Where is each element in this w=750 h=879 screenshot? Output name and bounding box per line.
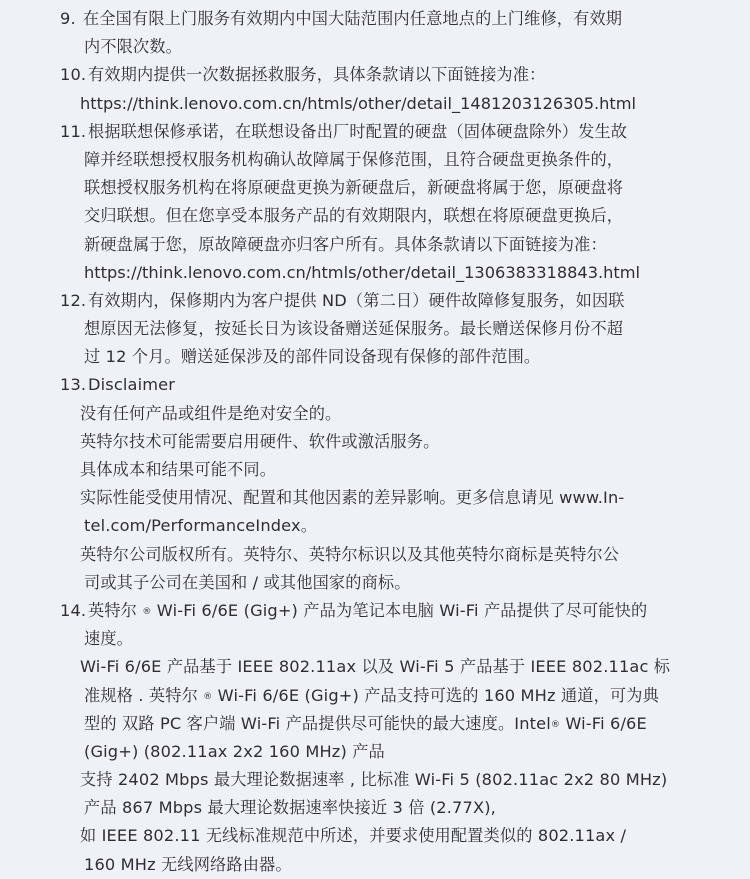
item-13-line-8	[0, 569, 750, 597]
item-9-text: 内不限次数。	[84, 37, 183, 57]
item-13-line-1	[0, 371, 750, 399]
item-9-line-1	[0, 5, 750, 33]
item-11-text: 根据联想保修承诺，在联想设备出厂时配置的硬盘（固体硬盘除外）发生故	[88, 121, 628, 141]
item-10-line-1	[0, 61, 750, 89]
item-12-number: 12.	[60, 290, 87, 310]
item-14-text: 产品 867 Mbps 最大理论数据速率快接近 3 倍 (2.77X),	[84, 798, 496, 818]
item-12-line-3	[0, 343, 750, 371]
item-14-number: 14.	[60, 600, 87, 620]
item-11-line-2	[0, 146, 750, 174]
item-14-line-8	[0, 794, 750, 822]
registered-mark: ®	[203, 691, 213, 702]
item-14-text-part: 准规格 . 英特尔	[84, 685, 198, 705]
item-11-text: 障并经联想授权服务机构确认故障属于保修范围，且符合硬盘更换条件的，	[84, 149, 624, 169]
item-14-line-3	[0, 653, 750, 681]
item-14-text: 160 MHz 无线网络路由器。	[84, 854, 292, 874]
item-13-text: 英特尔公司版权所有。英特尔、英特尔标识以及其他英特尔商标是英特尔公	[80, 544, 620, 564]
item-14-text: 速度。	[84, 629, 134, 649]
item-10-number: 10.	[60, 65, 87, 85]
item-13-text: 司或其子公司在美国和 / 或其他国家的商标。	[84, 572, 411, 592]
item-13-line-2	[0, 400, 750, 428]
item-12-text: 想原因无法修复，按延长日为该设备赠送延保服务。最长赠送保修月份不超	[84, 319, 624, 339]
item-14-line-7	[0, 766, 750, 794]
item-11-link[interactable]: https://think.lenovo.com.cn/htmls/other/detail_1306383318843.html	[84, 262, 641, 282]
item-14-text	[84, 682, 659, 710]
item-14-line-2	[0, 625, 750, 653]
item-11-line-4	[0, 202, 750, 230]
item-14-text: (Gig+) (802.11ax 2x2 160 MHz) 产品	[84, 741, 385, 761]
item-11-text: 联想授权服务机构在将原硬盘更换为新硬盘后，新硬盘将属于您，原硬盘将	[84, 178, 624, 198]
item-11-text: 交归联想。但在您享受本服务产品的有效期限内，联想在将原硬盘更换后，	[84, 206, 624, 226]
item-10-line-2	[0, 90, 750, 118]
item-12-line-2	[0, 315, 750, 343]
item-14-line-6	[0, 738, 750, 766]
item-13-text: 实际性能受使用情况、配置和其他因素的差异影响。更多信息请见 www.In-	[80, 488, 625, 508]
item-14-text-part: 型的 双路 PC 客户端 Wi-Fi 产品提供尽可能快的最大速度。Intel	[84, 713, 551, 733]
item-13-line-5	[0, 484, 750, 512]
item-14-text-part: Wi-Fi 6/6E	[560, 713, 647, 733]
item-13-text: 英特尔技术可能需要启用硬件、软件或激活服务。	[80, 431, 440, 451]
item-14-line-9	[0, 822, 750, 850]
item-12-text: 过 12 个月。赠送延保涉及的部件同设备现有保修的部件范围。	[84, 347, 541, 367]
item-14-line-5	[0, 710, 750, 738]
item-11-line-5	[0, 231, 750, 259]
item-14-text-part: Wi-Fi 6/6E (Gig+) 产品支持可选的 160 MHz 通道，可为典	[212, 685, 659, 705]
item-13-text: 具体成本和结果可能不同。	[80, 460, 277, 479]
item-13-line-7	[0, 541, 750, 569]
item-11-line-6	[0, 259, 750, 287]
item-14-text: 支持 2402 Mbps 最大理论数据速率 , 比标准 Wi-Fi 5 (802.11ac 2x2 80 MHz)	[80, 770, 668, 790]
item-10-link[interactable]: https://think.lenovo.com.cn/htmls/other/detail_1481203126305.html	[80, 93, 637, 113]
item-13-text: 没有任何产品或组件是绝对安全的。	[80, 403, 342, 423]
item-13-title: Disclaimer	[88, 375, 176, 395]
item-11-number: 11.	[60, 121, 87, 141]
item-14-text: 如 IEEE 802.11 无线标准规范中所述，并要求使用配置类似的 802.11ax /	[80, 826, 627, 846]
item-13-line-3	[0, 428, 750, 456]
item-11-text: 新硬盘属于您，原故障硬盘亦归客户所有。具体条款请以下面链接为准：	[84, 234, 607, 254]
registered-mark: ®	[142, 606, 152, 617]
item-12-line-1	[0, 287, 750, 315]
item-11-line-3	[0, 174, 750, 202]
item-14-text: Wi-Fi 6/6E 产品基于 IEEE 802.11ax 以及 Wi-Fi 5 产品基于 IEEE 802.11ac 标	[80, 657, 671, 677]
item-14-line-10	[0, 851, 750, 879]
item-14-text-part: 英特尔	[88, 600, 138, 620]
item-9-number: 9.	[60, 9, 76, 28]
item-14-line-4	[0, 682, 750, 710]
item-13-link[interactable]: tel.com/PerformanceIndex。	[84, 516, 318, 536]
item-14-text	[88, 597, 647, 625]
item-14-text	[84, 710, 647, 738]
registered-mark: ®	[550, 719, 561, 730]
item-10-text: 有效期内提供一次数据拯救服务，具体条款请以下面链接为准：	[88, 65, 546, 85]
item-9-text: 在全国有限上门服务有效期内中国大陆范围内任意地点的上门维修，有效期	[83, 9, 623, 28]
item-9-line-2	[0, 33, 750, 61]
item-14-text-part: Wi-Fi 6/6E (Gig+) 产品为笔记本电脑 Wi-Fi 产品提供了尽可能快的	[151, 600, 648, 620]
item-13-line-6	[0, 512, 750, 540]
item-13-line-4	[0, 456, 750, 484]
item-11-line-1	[0, 118, 750, 146]
item-13-number: 13.	[60, 375, 87, 395]
item-14-line-1	[0, 597, 750, 625]
item-12-text: 有效期内，保修期内为客户提供 ND（第二日）硬件故障修复服务，如因联	[88, 290, 625, 310]
